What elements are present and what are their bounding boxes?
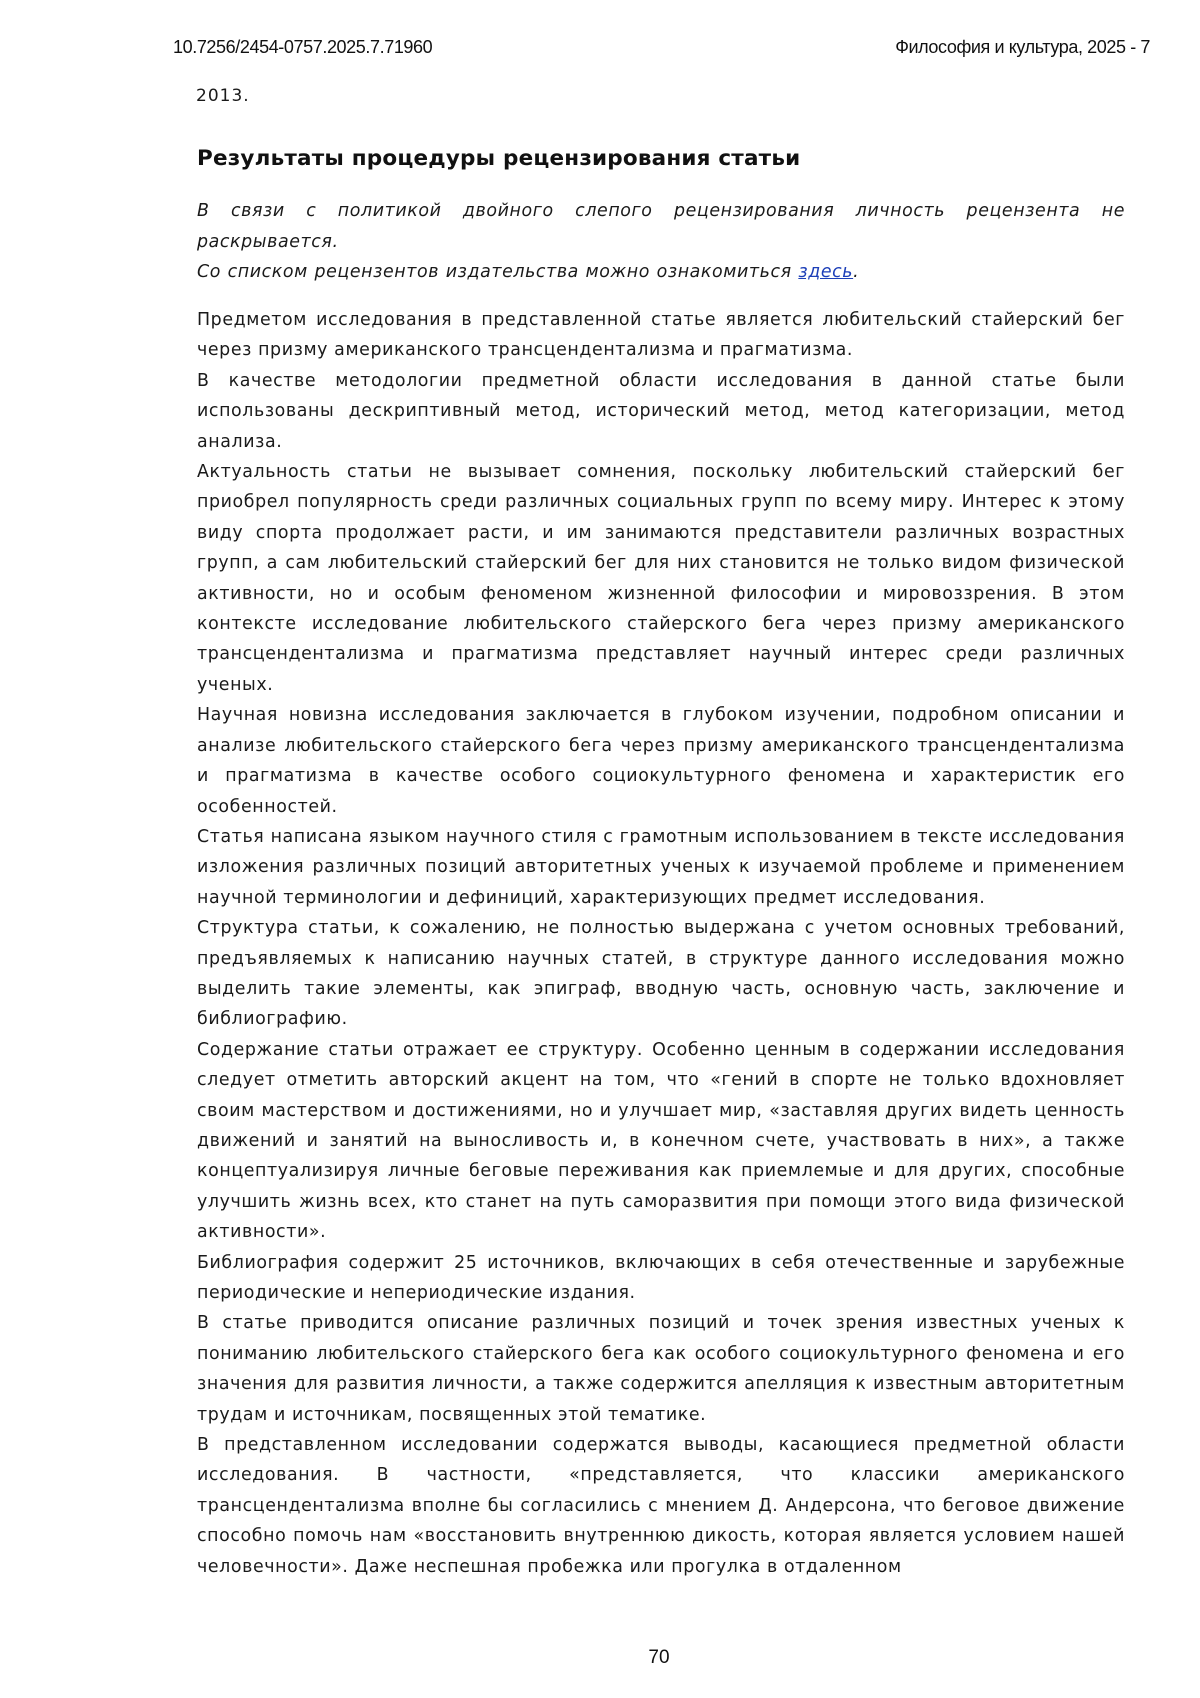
review-paragraph-content: Содержание статьи отражает ее структуру. Особенно ценным в содержании исследования следует отметить авторский акцент на том, что «гений в спорте не только вдохновляет своим мастерством и достижениями, но и улучшает мир, «заставляя других видеть ценность движений и занятий на выносливость и, в конечном счете, участвовать в них», а также концептуализируя личные беговые переживания как приемлемые и для других, способные улучшить жизнь всех, кто станет на путь саморазвития при помощи этого вида физической активности». xyxy=(197,1035,1125,1248)
review-paragraph-bibliography: Библиография содержит 25 источников, включающих в себя отечественные и зарубежные периодические и непериодические издания. xyxy=(197,1248,1125,1309)
review-paragraph-subject: Предметом исследования в представленной статье является любительский стайерский бег через призму американского трансцендентализма и прагматизма. xyxy=(197,305,1125,366)
review-section-title: Результаты процедуры рецензирования статьи xyxy=(197,146,800,171)
journal-header: Философия и культура, 2025 - 7 xyxy=(895,37,1150,58)
review-paragraph-relevance: Актуальность статьи не вызывает сомнения, поскольку любительский стайерский бег приобрел популярность среди различных социальных групп по всему миру. Интерес к этому виду спорта продолжает расти, и им занимаются представители различных возрастных групп, а сам любительский стайерский бег для них становится не только видом физической активности, но и особым феноменом жизненной философии и мировоззрения. В этом контексте исследование любительского стайерского бега через призму американского трансцендентализма и прагматизма представляет научный интерес среди различных ученых. xyxy=(197,457,1125,700)
review-paragraph-style: Статья написана языком научного стиля с грамотным использованием в тексте исследования изложения различных позиций авторитетных ученых к изучаемой проблеме и применением научной терминологии и дефиниций, характеризующих предмет исследования. xyxy=(197,822,1125,913)
review-paragraph-structure: Структура статьи, к сожалению, не полностью выдержана с учетом основных требований, предъявляемых к написанию научных статей, в структуре данного исследования можно выделить такие элементы, как эпиграф, вводную часть, основную часть, заключение и библиографию. xyxy=(197,913,1125,1035)
page-number: 70 xyxy=(0,1647,1200,1669)
doi-header: 10.7256/2454-0757.2025.7.71960 xyxy=(173,37,432,58)
blind-review-note: В связи с политикой двойного слепого рецензирования личность рецензента не раскрывается. xyxy=(197,196,1125,257)
review-paragraph-novelty: Научная новизна исследования заключается в глубоком изучении, подробном описании и анализе любительского стайерского бега через призму американского трансцендентализма и прагматизма в качестве особого социокультурного феномена и характеристик его особенностей. xyxy=(197,700,1125,822)
review-note xyxy=(197,196,1125,288)
reviewers-list-note xyxy=(197,257,1125,288)
review-paragraph-methodology: В качестве методологии предметной области исследования в данной статье были использованы дескриптивный метод, исторический метод, метод категоризации, метод анализа. xyxy=(197,366,1125,457)
review-paragraph-conclusions: В представленном исследовании содержатся выводы, касающиеся предметной области исследования. В частности, «представляется, что классики американского трансцендентализма вполне бы согласились с мнением Д. Андерсона, что беговое движение способно помочь нам «восстановить внутреннюю дикость, которая является условием нашей человечности». Даже неспешная пробежка или прогулка в отдаленном xyxy=(197,1430,1125,1582)
reviewers-list-link[interactable]: здесь xyxy=(798,262,853,282)
previous-reference-tail: 2013. xyxy=(196,86,250,106)
review-body xyxy=(197,305,1125,1582)
reviewers-list-prefix: Со списком рецензентов издательства можно ознакомиться xyxy=(197,262,798,282)
reviewers-list-suffix: . xyxy=(853,262,859,282)
review-paragraph-positions: В статье приводится описание различных позиций и точек зрения известных ученых к пониманию любительского стайерского бега как особого социокультурного феномена и его значения для развития личности, а также содержится апелляция к известным авторитетным трудам и источникам, посвященных этой тематике. xyxy=(197,1308,1125,1430)
